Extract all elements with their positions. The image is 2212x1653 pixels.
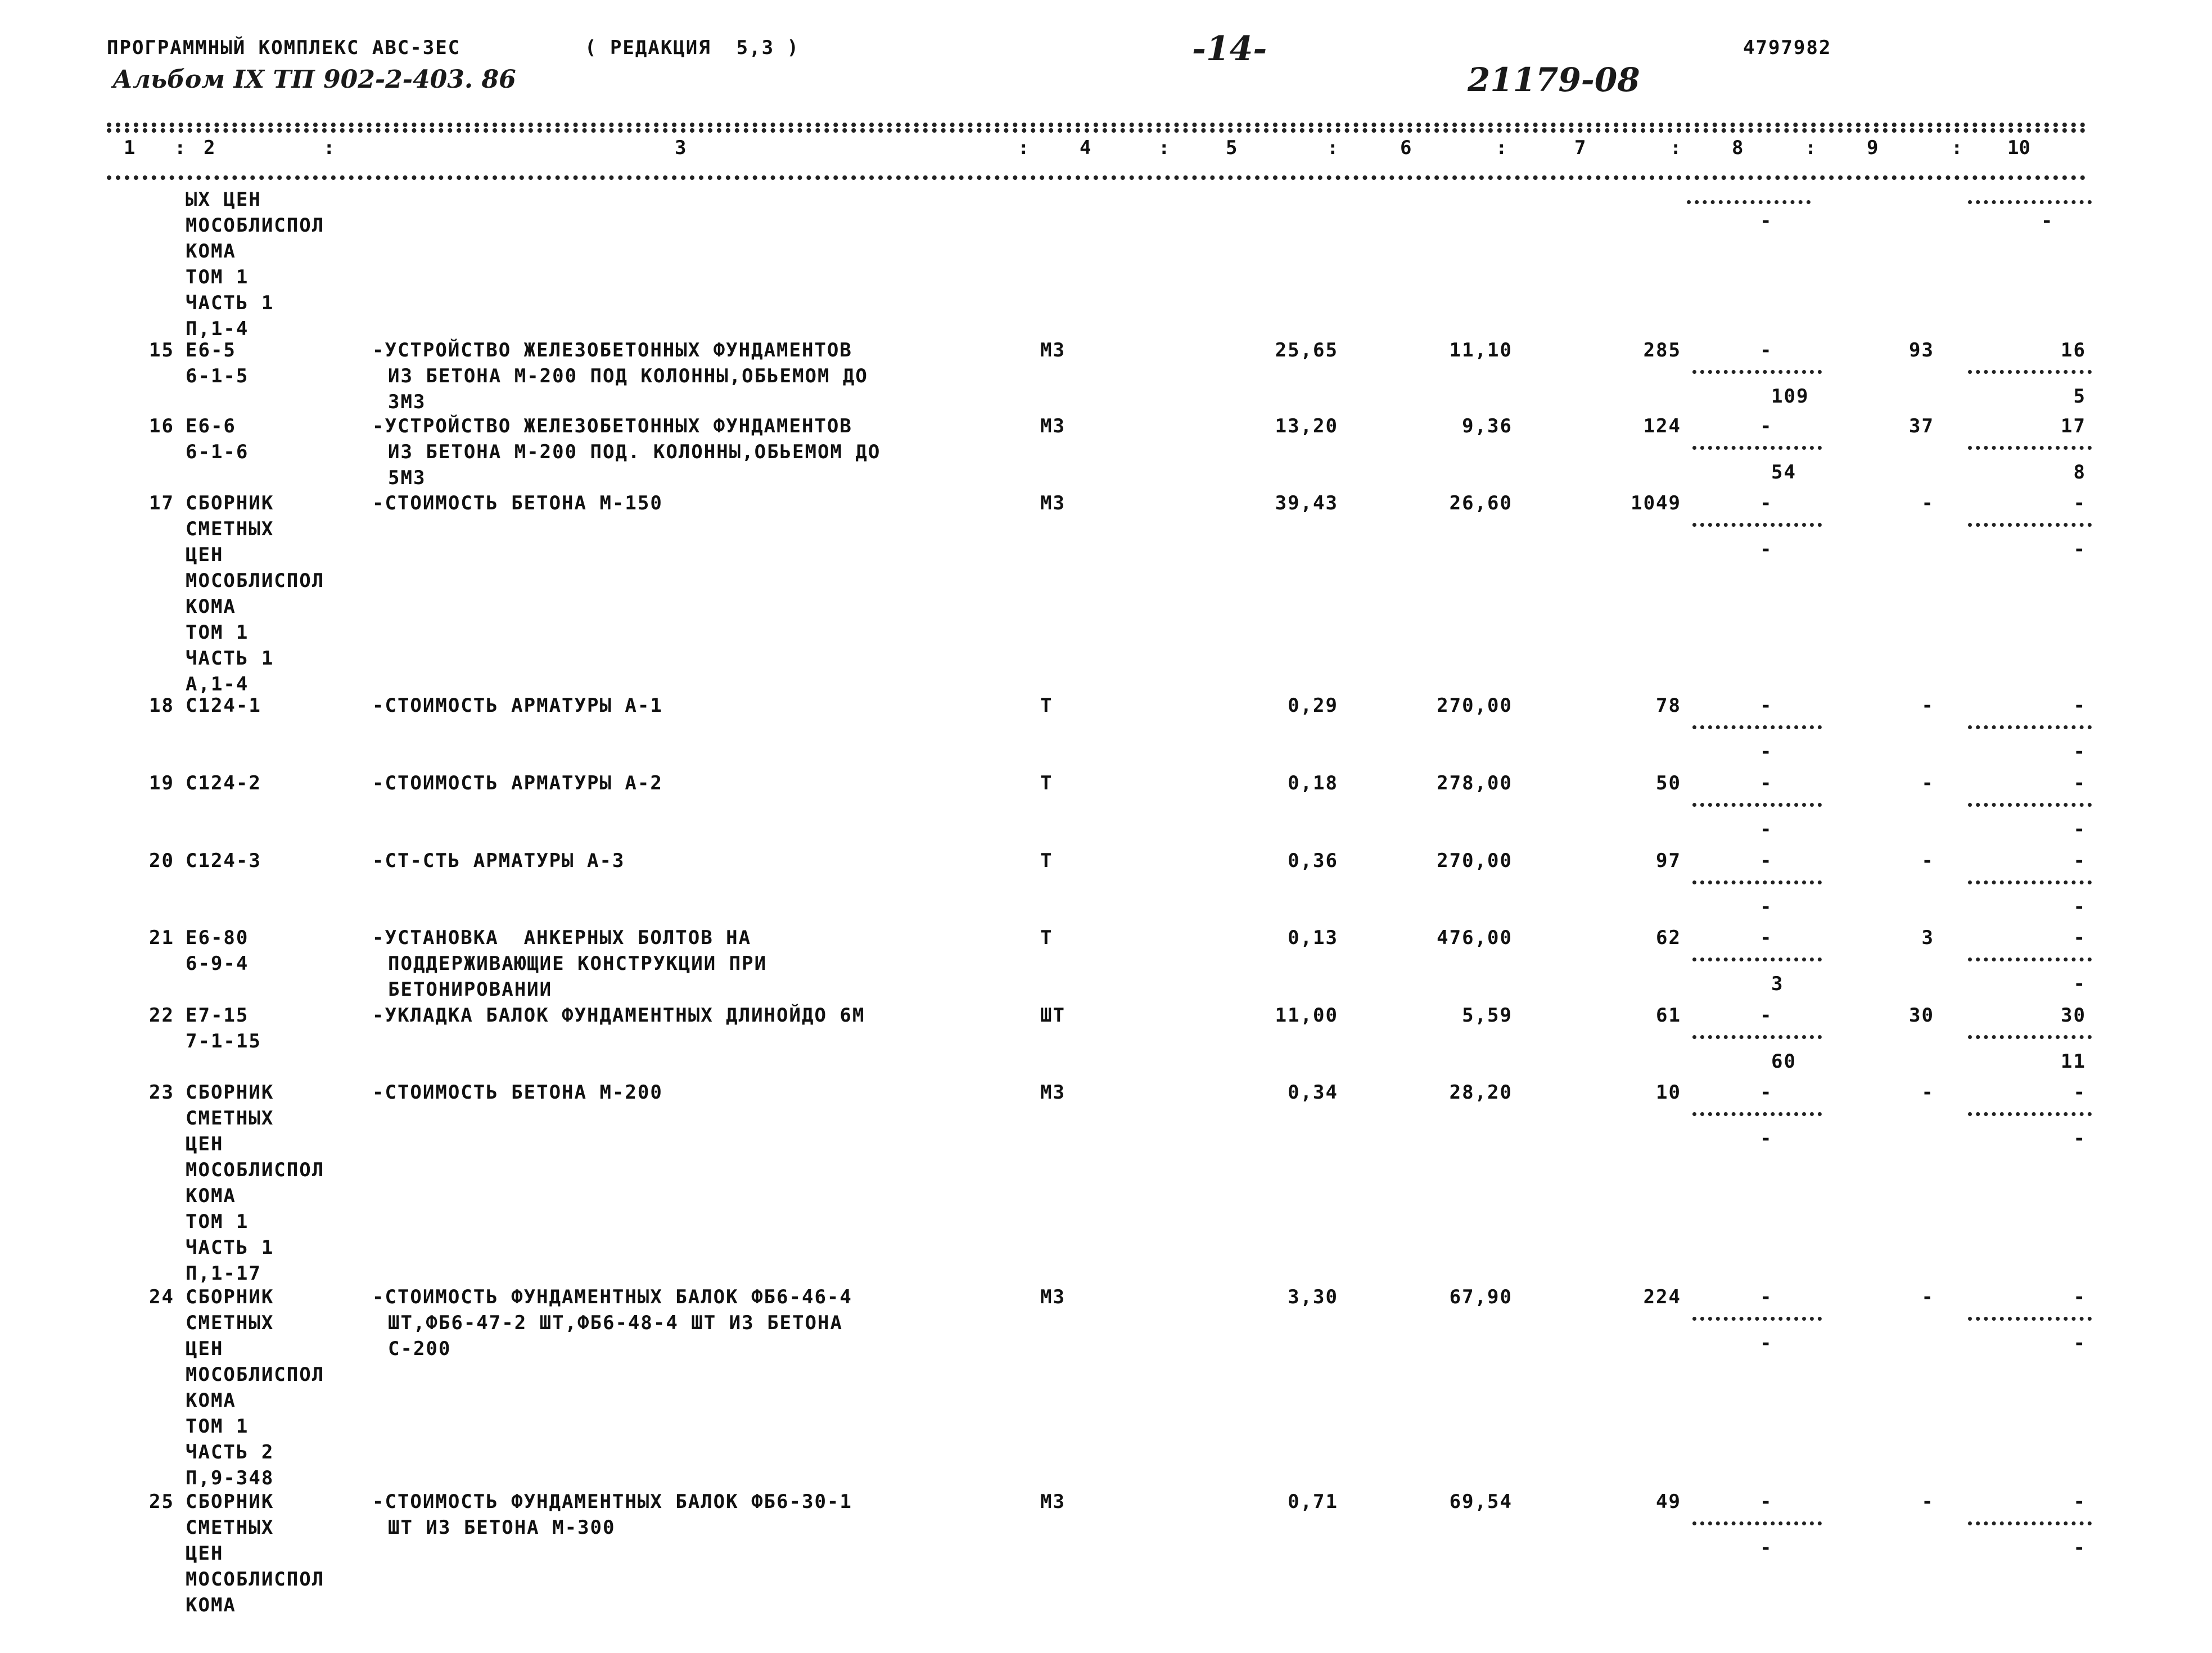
row-col8-bottom: -	[1760, 896, 1773, 918]
row-total: 49	[1656, 1491, 1681, 1513]
row-col8-fraction-line	[1692, 1521, 1822, 1525]
carryover-line: ТОМ 1	[186, 266, 249, 288]
row-col9: -	[1921, 1081, 1934, 1104]
row-col8-fraction-line	[1692, 446, 1822, 450]
row-code-line: ЧАСТЬ 1	[186, 1236, 274, 1259]
column-header-9: 9	[1867, 137, 1879, 159]
row-code-line: ЧАСТЬ 1	[186, 647, 274, 670]
row-col10-fraction-line	[1968, 958, 2092, 961]
row-col8-bottom: -	[1760, 818, 1773, 841]
row-name-line: -СТОИМОСТЬ БЕТОНА М-150	[372, 492, 663, 514]
row-code-line: С124-2	[186, 772, 261, 794]
row-unit: Т	[1040, 927, 1053, 949]
row-col8-fraction-line	[1692, 725, 1822, 729]
carryover-col10-bottom: -	[2041, 210, 2054, 232]
row-col8-fraction-line	[1692, 523, 1822, 527]
top-rule-2	[107, 128, 2086, 133]
column-separator: :	[1158, 137, 1170, 159]
row-quantity: 13,20	[1275, 415, 1338, 437]
row-col9: -	[1921, 850, 1934, 872]
row-quantity: 0,13	[1288, 927, 1338, 949]
row-col8-fraction-line	[1692, 1035, 1822, 1039]
row-quantity: 0,36	[1288, 850, 1338, 872]
column-header-3: 3	[675, 137, 687, 159]
row-col10-bottom: -	[2073, 538, 2086, 561]
row-quantity: 11,00	[1275, 1004, 1338, 1027]
row-unit: М3	[1040, 339, 1066, 362]
row-col8-bottom: -	[1760, 538, 1773, 561]
row-name-line: -СТ-СТЬ АРМАТУРЫ А-3	[372, 850, 625, 872]
row-code-line: Е6-5	[186, 339, 236, 362]
row-col9: -	[1921, 1286, 1934, 1308]
row-col10-fraction-line	[1968, 1035, 2092, 1039]
row-total: 10	[1656, 1081, 1681, 1104]
row-code-line: КОМА	[186, 1185, 236, 1207]
column-separator: :	[1327, 137, 1339, 159]
row-code-line: 7-1-15	[186, 1030, 261, 1053]
row-unit: ШТ	[1040, 1004, 1066, 1027]
row-code-line: КОМА	[186, 1389, 236, 1412]
row-col10-fraction-line	[1968, 1112, 2092, 1116]
column-header-2: 2	[204, 137, 215, 159]
carryover-line: П,1-4	[186, 318, 249, 340]
carryover-line: МОСОБЛИСПОЛ	[186, 214, 325, 237]
row-unit-price: 9,36	[1462, 415, 1513, 437]
row-code-line: ЦЕН	[186, 544, 224, 566]
row-total: 285	[1643, 339, 1681, 362]
row-col8-bottom: -	[1760, 1537, 1773, 1559]
row-total: 124	[1643, 415, 1681, 437]
row-name-line: 3М3	[388, 391, 426, 413]
row-col8-bottom: 3	[1771, 973, 1784, 995]
row-col8-bottom: 54	[1771, 461, 1796, 484]
row-total: 50	[1656, 772, 1681, 794]
row-code-line: ТОМ 1	[186, 621, 249, 644]
row-number: 23	[149, 1081, 174, 1104]
row-unit: М3	[1040, 492, 1066, 514]
row-col8-top: -	[1760, 694, 1773, 717]
row-code-line: СМЕТНЫХ	[186, 1107, 274, 1130]
row-col8-fraction-line	[1692, 958, 1822, 961]
row-col10-bottom: -	[2073, 1332, 2086, 1354]
row-total: 97	[1656, 850, 1681, 872]
row-code-line: ЦЕН	[186, 1133, 224, 1155]
row-col10-fraction-line	[1968, 725, 2092, 729]
row-name-line: С-200	[388, 1338, 452, 1360]
row-code-line: 6-1-5	[186, 365, 249, 387]
column-separator: :	[174, 137, 186, 159]
row-name-line: -УСТРОЙСТВО ЖЕЛЕЗОБЕТОННЫХ ФУНДАМЕНТОВ	[372, 415, 852, 437]
row-col9: 93	[1909, 339, 1934, 362]
row-col9: 30	[1909, 1004, 1934, 1027]
row-name-line: -УСТАНОВКА АНКЕРНЫХ БОЛТОВ НА	[372, 927, 752, 949]
row-col10-top: 16	[2061, 339, 2086, 362]
row-col8-top: -	[1760, 1286, 1773, 1308]
row-code-line: ТОМ 1	[186, 1211, 249, 1233]
row-col10-fraction-line	[1968, 370, 2092, 374]
row-code-line: П,9-348	[186, 1467, 274, 1489]
row-code-line: СМЕТНЫХ	[186, 1312, 274, 1334]
row-name-line: БЕТОНИРОВАНИИ	[388, 978, 553, 1001]
row-col9: -	[1921, 694, 1934, 717]
row-code-line: СБОРНИК	[186, 1286, 274, 1308]
column-separator: :	[1670, 137, 1682, 159]
row-name-line: -СТОИМОСТЬ АРМАТУРЫ А-2	[372, 772, 663, 794]
row-name-line: -УСТРОЙСТВО ЖЕЛЕЗОБЕТОННЫХ ФУНДАМЕНТОВ	[372, 339, 852, 362]
row-code-line: Е7-15	[186, 1004, 249, 1027]
row-name-line: ПОДДЕРЖИВАЮЩИЕ КОНСТРУКЦИИ ПРИ	[388, 952, 768, 975]
row-col9: 3	[1921, 927, 1934, 949]
row-col10-bottom: -	[2073, 973, 2086, 995]
row-col8-bottom: 109	[1771, 385, 1809, 408]
row-quantity: 3,30	[1288, 1286, 1338, 1308]
row-unit: Т	[1040, 772, 1053, 794]
carryover-dash-col8	[1687, 200, 1811, 204]
row-col10-top: 17	[2061, 415, 2086, 437]
row-col10-top: -	[2073, 850, 2086, 872]
row-col8-bottom: -	[1760, 740, 1773, 763]
row-quantity: 0,34	[1288, 1081, 1338, 1104]
row-col10-top: -	[2073, 1081, 2086, 1104]
row-number: 17	[149, 492, 174, 514]
row-code-line: СМЕТНЫХ	[186, 518, 274, 540]
row-code-line: ТОМ 1	[186, 1415, 249, 1438]
row-col10-top: -	[2073, 772, 2086, 794]
row-code-line: КОМА	[186, 1594, 236, 1616]
row-col10-bottom: 11	[2061, 1050, 2086, 1073]
row-col8-top: -	[1760, 339, 1773, 362]
row-total: 78	[1656, 694, 1681, 717]
row-col9: -	[1921, 1491, 1934, 1513]
row-col8-top: -	[1760, 850, 1773, 872]
carryover-dash-col10	[1968, 200, 2092, 204]
row-code-line: 6-1-6	[186, 441, 249, 463]
row-col10-top: -	[2073, 927, 2086, 949]
row-col8-top: -	[1760, 1491, 1773, 1513]
row-code-line: Е6-6	[186, 415, 236, 437]
column-header-8: 8	[1732, 137, 1744, 159]
row-unit-price: 11,10	[1449, 339, 1513, 362]
row-unit-price: 69,54	[1449, 1491, 1513, 1513]
row-col10-bottom: -	[2073, 896, 2086, 918]
row-quantity: 0,71	[1288, 1491, 1338, 1513]
row-total: 61	[1656, 1004, 1681, 1027]
row-col8-top: -	[1760, 415, 1773, 437]
row-code-line: МОСОБЛИСПОЛ	[186, 1159, 325, 1181]
row-col8-top: -	[1760, 927, 1773, 949]
row-number: 21	[149, 927, 174, 949]
row-col10-bottom: -	[2073, 1127, 2086, 1150]
row-unit: Т	[1040, 850, 1053, 872]
row-col10-fraction-line	[1968, 803, 2092, 807]
row-name-line: -СТОИМОСТЬ ФУНДАМЕНТНЫХ БАЛОК ФБ6-30-1	[372, 1491, 852, 1513]
row-unit-price: 26,60	[1449, 492, 1513, 514]
row-col10-bottom: -	[2073, 740, 2086, 763]
column-separator: :	[1951, 137, 1963, 159]
carryover-line: ЫХ ЦЕН	[186, 188, 261, 211]
row-code-line: ЧАСТЬ 2	[186, 1441, 274, 1464]
document-code: 21179-08	[1468, 61, 1640, 99]
row-quantity: 0,18	[1288, 772, 1338, 794]
row-col8-fraction-line	[1692, 1317, 1822, 1321]
row-code-line: СМЕТНЫХ	[186, 1516, 274, 1539]
column-header-10: 10	[2007, 137, 2030, 159]
row-col10-top: -	[2073, 1491, 2086, 1513]
row-number: 16	[149, 415, 174, 437]
row-col8-top: -	[1760, 1081, 1773, 1104]
row-unit: Т	[1040, 694, 1053, 717]
row-code-line: КОМА	[186, 595, 236, 618]
row-col8-top: -	[1760, 1004, 1773, 1027]
row-code-line: П,1-17	[186, 1262, 261, 1285]
row-unit-price: 270,00	[1437, 694, 1513, 717]
row-col8-top: -	[1760, 492, 1773, 514]
program-title: ПРОГРАММНЫЙ КОМПЛЕКС АВС-3ЕС	[107, 37, 461, 59]
edition-label: ( РЕДАКЦИЯ 5,3 )	[585, 37, 800, 59]
row-col10-top: -	[2073, 694, 2086, 717]
row-code-line: СБОРНИК	[186, 1491, 274, 1513]
row-code-line: СБОРНИК	[186, 1081, 274, 1104]
row-quantity: 25,65	[1275, 339, 1338, 362]
row-total: 224	[1643, 1286, 1681, 1308]
row-number: 18	[149, 694, 174, 717]
row-col10-bottom: -	[2073, 818, 2086, 841]
row-unit-price: 28,20	[1449, 1081, 1513, 1104]
row-name-line: ШТ ИЗ БЕТОНА М-300	[388, 1516, 616, 1539]
column-separator: :	[1018, 137, 1030, 159]
row-total: 1049	[1631, 492, 1681, 514]
row-unit-price: 67,90	[1449, 1286, 1513, 1308]
row-col10-fraction-line	[1968, 1521, 2092, 1525]
row-number: 25	[149, 1491, 174, 1513]
row-col8-bottom: -	[1760, 1127, 1773, 1150]
row-code-line: МОСОБЛИСПОЛ	[186, 1568, 325, 1591]
row-code-line: С124-3	[186, 850, 261, 872]
row-col8-fraction-line	[1692, 803, 1822, 807]
row-unit: М3	[1040, 1286, 1066, 1308]
row-unit-price: 270,00	[1437, 850, 1513, 872]
row-name-line: -СТОИМОСТЬ БЕТОНА М-200	[372, 1081, 663, 1104]
row-col10-top: -	[2073, 1286, 2086, 1308]
row-code-line: МОСОБЛИСПОЛ	[186, 570, 325, 592]
carryover-line: КОМА	[186, 240, 236, 263]
row-code-line: СБОРНИК	[186, 492, 274, 514]
top-rule	[107, 123, 2086, 127]
carryover-line: ЧАСТЬ 1	[186, 292, 274, 314]
row-number: 22	[149, 1004, 174, 1027]
row-name-line: -УКЛАДКА БАЛОК ФУНДАМЕНТНЫХ ДЛИНОЙДО 6М	[372, 1004, 865, 1027]
serial-number: 4797982	[1743, 37, 1832, 59]
row-col8-fraction-line	[1692, 1112, 1822, 1116]
album-label: Альбом IX ТП 902-2-403. 86	[112, 65, 516, 94]
row-code-line: МОСОБЛИСПОЛ	[186, 1363, 325, 1386]
column-header-1: 1	[124, 137, 136, 159]
row-unit-price: 278,00	[1437, 772, 1513, 794]
row-col10-fraction-line	[1968, 446, 2092, 450]
row-name-line: ИЗ БЕТОНА М-200 ПОД КОЛОННЫ,ОБЬЕМОМ ДО	[388, 365, 868, 387]
row-name-line: 5М3	[388, 467, 426, 489]
column-header-5: 5	[1226, 137, 1238, 159]
row-col10-bottom: 8	[2073, 461, 2086, 484]
row-code-line: 6-9-4	[186, 952, 249, 975]
row-col8-bottom: -	[1760, 1332, 1773, 1354]
row-number: 24	[149, 1286, 174, 1308]
row-col8-fraction-line	[1692, 880, 1822, 884]
row-code-line: Е6-80	[186, 927, 249, 949]
row-col8-bottom: 60	[1771, 1050, 1796, 1073]
row-name-line: -СТОИМОСТЬ АРМАТУРЫ А-1	[372, 694, 663, 717]
row-col10-bottom: -	[2073, 1537, 2086, 1559]
column-separator: :	[1805, 137, 1817, 159]
page-number: -14-	[1192, 29, 1267, 69]
row-number: 19	[149, 772, 174, 794]
row-code-line: ЦЕН	[186, 1338, 224, 1360]
row-number: 15	[149, 339, 174, 362]
row-unit: М3	[1040, 415, 1066, 437]
row-quantity: 0,29	[1288, 694, 1338, 717]
column-header-6: 6	[1400, 137, 1412, 159]
row-col9: 37	[1909, 415, 1934, 437]
row-total: 62	[1656, 927, 1681, 949]
row-col9: -	[1921, 772, 1934, 794]
row-unit-price: 476,00	[1437, 927, 1513, 949]
row-code-line: А,1-4	[186, 673, 249, 695]
row-col10-fraction-line	[1968, 1317, 2092, 1321]
row-col10-fraction-line	[1968, 523, 2092, 527]
column-header-7: 7	[1574, 137, 1586, 159]
header-rule	[107, 175, 2086, 180]
carryover-col8-bottom: -	[1760, 210, 1773, 232]
row-code-line: С124-1	[186, 694, 261, 717]
row-unit: М3	[1040, 1081, 1066, 1104]
row-col10-top: 30	[2061, 1004, 2086, 1027]
row-col10-bottom: 5	[2073, 385, 2086, 408]
row-name-line: -СТОИМОСТЬ ФУНДАМЕНТНЫХ БАЛОК ФБ6-46-4	[372, 1286, 852, 1308]
column-separator: :	[1496, 137, 1507, 159]
row-unit-price: 5,59	[1462, 1004, 1513, 1027]
row-col8-fraction-line	[1692, 370, 1822, 374]
row-col10-fraction-line	[1968, 880, 2092, 884]
row-col9: -	[1921, 492, 1934, 514]
column-separator: :	[323, 137, 335, 159]
row-name-line: ИЗ БЕТОНА М-200 ПОД. КОЛОННЫ,ОБЬЕМОМ ДО	[388, 441, 881, 463]
row-number: 20	[149, 850, 174, 872]
column-header-4: 4	[1080, 137, 1091, 159]
row-unit: М3	[1040, 1491, 1066, 1513]
row-code-line: ЦЕН	[186, 1542, 224, 1565]
row-name-line: ШТ,ФБ6-47-2 ШТ,ФБ6-48-4 ШТ ИЗ БЕТОНА	[388, 1312, 843, 1334]
row-col10-top: -	[2073, 492, 2086, 514]
row-col8-top: -	[1760, 772, 1773, 794]
row-quantity: 39,43	[1275, 492, 1338, 514]
